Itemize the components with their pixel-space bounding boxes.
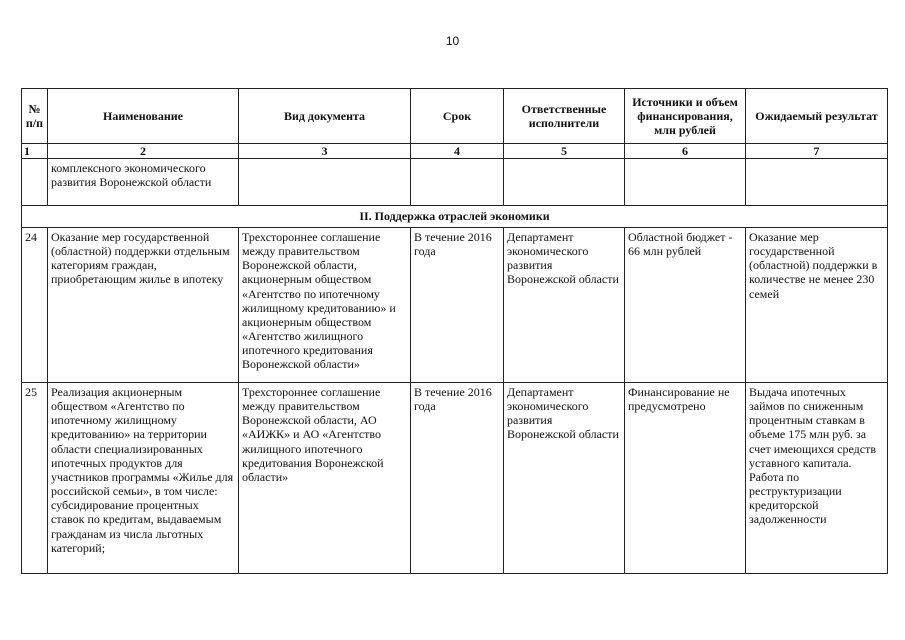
- header-doc: Вид документа: [239, 89, 411, 144]
- row-responsible: Департамент экономического развития Воронежской области: [504, 228, 625, 383]
- header-fin: Источники и объем финансирования, млн рублей: [625, 89, 746, 144]
- carry-over-text: комплексного экономического развития Воронежской области: [48, 159, 239, 206]
- header-num: № п/п: [22, 89, 48, 144]
- header-resp: Ответственные исполнители: [504, 89, 625, 144]
- table-row: [22, 228, 888, 383]
- column-number: 2: [48, 144, 239, 159]
- section-row: [22, 206, 888, 228]
- row-number: 25: [22, 383, 48, 574]
- row-term: В течение 2016 года: [411, 228, 504, 383]
- table-cell: [22, 159, 48, 206]
- table-cell: [411, 159, 504, 206]
- column-number: 7: [746, 144, 888, 159]
- column-number: 1: [22, 144, 48, 159]
- row-term: В течение 2016 года: [411, 383, 504, 574]
- row-result: Выдача ипотечных займов по сниженным процентным ставкам в объеме 175 млн руб. за счет имеющихся средств уставного капитала. Работа по реструктуризации кредиторской задолженности: [746, 383, 888, 574]
- row-document: Трехстороннее соглашение между правительством Воронежской области, АО «АИЖК» и АО «Агентство жилищного ипотечного кредитования Воронежской области»: [239, 383, 411, 574]
- column-number: 5: [504, 144, 625, 159]
- table-cell: [239, 159, 411, 206]
- row-document: Трехстороннее соглашение между правительством Воронежской области, акционерным обществом «Агентство по ипотечному жилищному кредитованию» и акционерным обществом «Агентство жилищного ипотечного кредитования Воронежской области»: [239, 228, 411, 383]
- table-cell: [625, 159, 746, 206]
- column-number: 6: [625, 144, 746, 159]
- column-number: 3: [239, 144, 411, 159]
- row-name: Оказание мер государственной (областной) поддержки отдельным категориям граждан, приобретающим жилье в ипотеку: [48, 228, 239, 383]
- header-result: Ожидаемый результат: [746, 89, 888, 144]
- header-row: [22, 89, 888, 144]
- row-financing: Областной бюджет - 66 млн рублей: [625, 228, 746, 383]
- header-term: Срок: [411, 89, 504, 144]
- row-responsible: Департамент экономического развития Воронежской области: [504, 383, 625, 574]
- row-name: Реализация акционерным обществом «Агентство по ипотечному жилищному кредитованию» на территории области специализированных ипотечных продуктов для участников программы «Жилье для российской семьи», в том числе: субсидирование процентных ставок по кредитам, выдаваемым гражданам из числа льготных категорий;: [48, 383, 239, 574]
- action-plan-table: [21, 88, 888, 574]
- column-number-row: [22, 144, 888, 159]
- table-cell: [504, 159, 625, 206]
- row-result: Оказание мер государственной (областной) поддержки в количестве не менее 230 семей: [746, 228, 888, 383]
- table-row: [22, 383, 888, 574]
- page-number: 10: [445, 34, 460, 48]
- header-name: Наименование: [48, 89, 239, 144]
- carry-over-row: [22, 159, 888, 206]
- section-title: II. Поддержка отраслей экономики: [22, 206, 888, 228]
- row-number: 24: [22, 228, 48, 383]
- table-cell: [746, 159, 888, 206]
- column-number: 4: [411, 144, 504, 159]
- row-financing: Финансирование не предусмотрено: [625, 383, 746, 574]
